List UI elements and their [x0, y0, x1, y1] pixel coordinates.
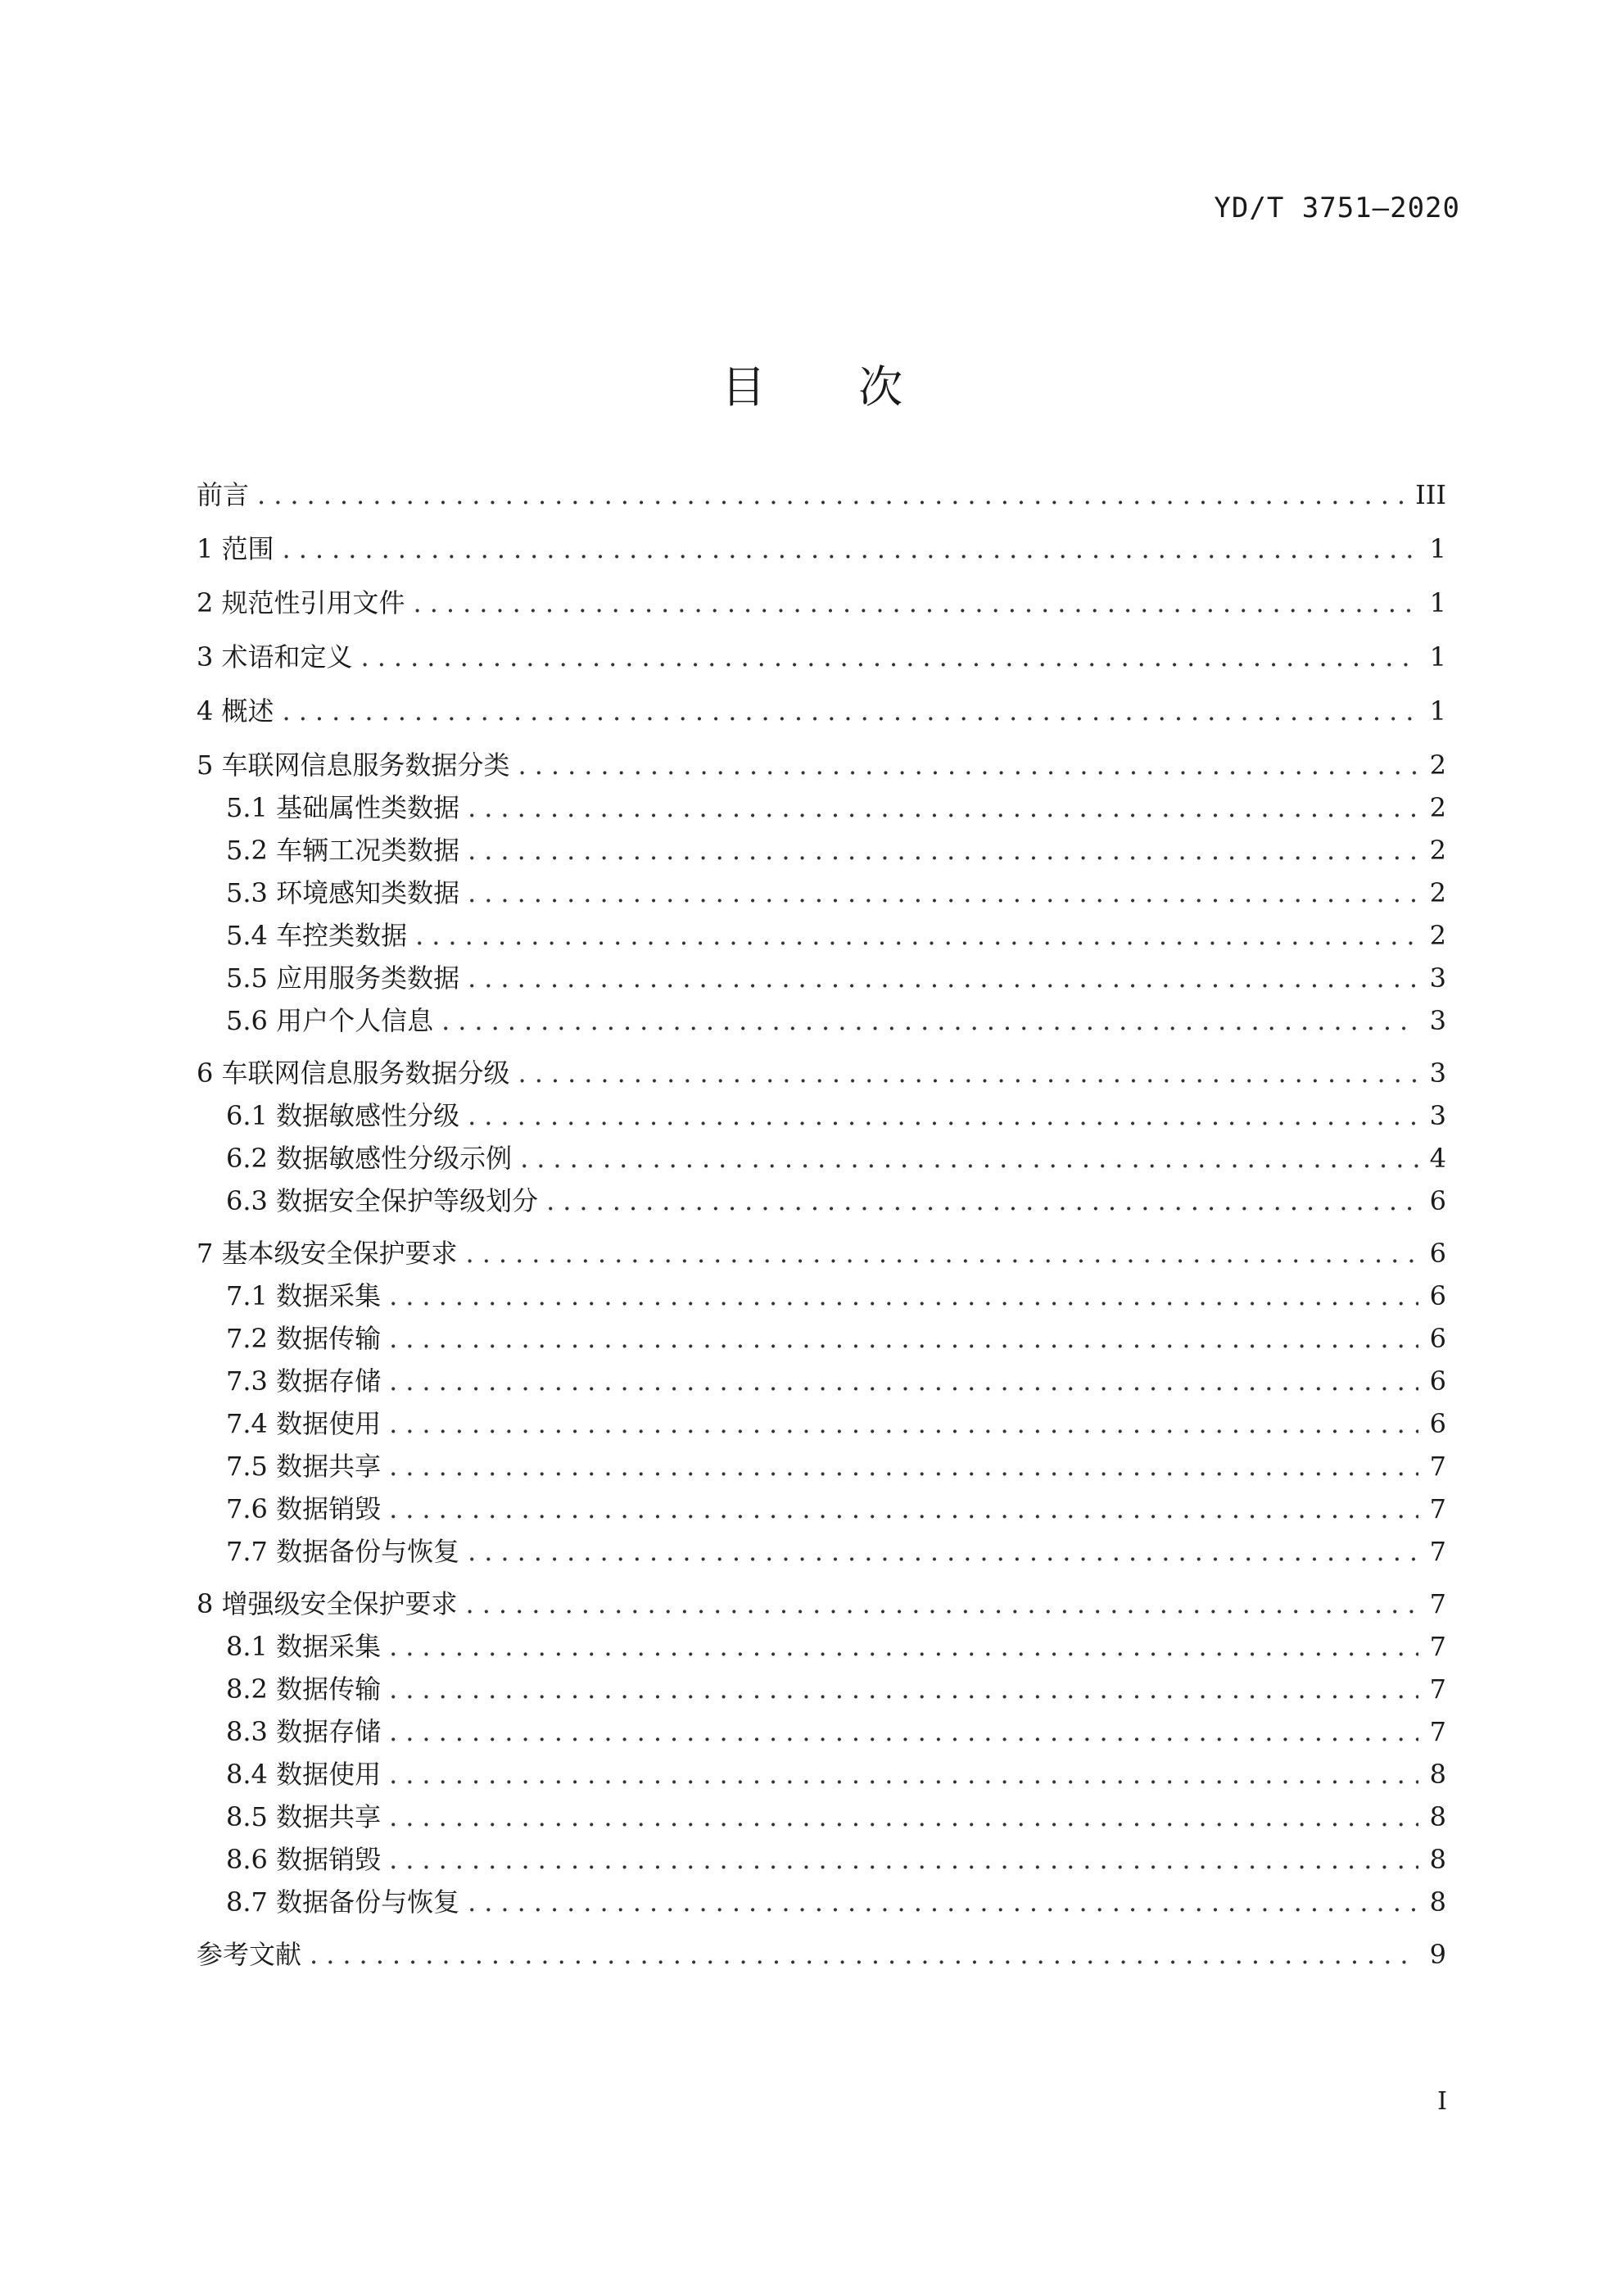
toc-leader-dots: [389, 1843, 1418, 1876]
toc-entry-page: 3: [1429, 1100, 1446, 1131]
toc-entry-page: 2: [1429, 749, 1446, 781]
toc-entry-label: 5.1 基础属性类数据: [226, 792, 460, 823]
toc-entry[interactable]: [197, 1184, 1446, 1217]
toc-leader-dots: [468, 1535, 1418, 1568]
toc-entry[interactable]: [197, 876, 1446, 909]
toc-leader-dots: [389, 1450, 1418, 1483]
toc-entry-label: 参考文献: [197, 1939, 302, 1970]
toc-entry-label: 7.2 数据传输: [226, 1323, 382, 1354]
toc-leader-dots: [520, 1142, 1418, 1175]
toc-entry-page: 7: [1429, 1716, 1446, 1747]
toc-entry-page: 8: [1429, 1886, 1446, 1918]
toc-entry[interactable]: [197, 1938, 1446, 1971]
toc-entry[interactable]: [197, 1142, 1446, 1175]
toc-leader-dots: [468, 1099, 1418, 1132]
toc-entry-page: 2: [1429, 792, 1446, 823]
toc-entry[interactable]: [197, 1673, 1446, 1705]
toc-entry[interactable]: [197, 791, 1446, 824]
toc-leader-dots: [415, 919, 1418, 952]
toc-leader-dots: [283, 532, 1418, 565]
toc-entry-label: 6.1 数据敏感性分级: [226, 1100, 460, 1131]
toc-entry-page: 1: [1429, 641, 1446, 672]
toc-entry-page: 4: [1429, 1143, 1446, 1174]
toc-entry[interactable]: [197, 1407, 1446, 1440]
toc-entry-page: 2: [1429, 877, 1446, 908]
toc-entry-label: 2 规范性引用文件: [197, 587, 405, 618]
toc-entry-page: 1: [1429, 587, 1446, 618]
toc-entry-page: 3: [1429, 1005, 1446, 1036]
toc-entry-label: 6 车联网信息服务数据分级: [197, 1057, 510, 1089]
table-of-contents: [197, 478, 1446, 1971]
toc-entry[interactable]: [197, 1237, 1446, 1270]
toc-entry[interactable]: [197, 1279, 1446, 1312]
toc-entry[interactable]: [197, 1715, 1446, 1748]
toc-entry[interactable]: [197, 1758, 1446, 1791]
toc-leader-dots: [389, 1673, 1418, 1705]
toc-entry[interactable]: [197, 586, 1446, 619]
toc-entry-label: 7 基本级安全保护要求: [197, 1238, 458, 1269]
toc-entry-page: 6: [1429, 1365, 1446, 1397]
toc-entry[interactable]: [197, 962, 1446, 994]
toc-entry-label: 7.1 数据采集: [226, 1280, 382, 1311]
toc-entry-page: 9: [1429, 1939, 1446, 1970]
toc-entry-label: 7.4 数据使用: [226, 1408, 382, 1439]
toc-entry-label: 1 范围: [197, 533, 274, 564]
toc-entry-label: 5.6 用户个人信息: [226, 1005, 434, 1036]
toc-entry[interactable]: [197, 1099, 1446, 1132]
toc-entry-label: 8.7 数据备份与恢复: [226, 1886, 460, 1918]
toc-leader-dots: [389, 1279, 1418, 1312]
toc-leader-dots: [310, 1938, 1418, 1971]
toc-leader-dots: [283, 695, 1418, 727]
toc-entry-label: 8.3 数据存储: [226, 1716, 382, 1747]
toc-entry-page: 8: [1429, 1759, 1446, 1790]
toc-entry-page: 6: [1429, 1323, 1446, 1354]
toc-entry[interactable]: [197, 641, 1446, 673]
toc-leader-dots: [468, 791, 1418, 824]
toc-leader-dots: [257, 478, 1407, 511]
toc-entry[interactable]: [197, 1630, 1446, 1663]
toc-entry[interactable]: [197, 1004, 1446, 1037]
toc-leader-dots: [468, 1886, 1418, 1918]
toc-leader-dots: [518, 1057, 1418, 1089]
toc-entry-label: 7.6 数据销毁: [226, 1493, 382, 1524]
toc-entry-page: 7: [1429, 1451, 1446, 1482]
toc-entry-page: 1: [1429, 695, 1446, 727]
toc-entry-page: 7: [1429, 1493, 1446, 1524]
toc-entry-label: 8.5 数据共享: [226, 1801, 382, 1832]
toc-entry-page: 6: [1429, 1185, 1446, 1216]
toc-entry-page: 6: [1429, 1408, 1446, 1439]
toc-entry-label: 前言: [197, 479, 250, 510]
toc-entry-label: 5.3 环境感知类数据: [226, 877, 460, 908]
toc-entry[interactable]: [197, 1587, 1446, 1620]
toc-entry-page: 2: [1429, 835, 1446, 866]
toc-entry[interactable]: [197, 1843, 1446, 1876]
toc-entry-label: 8.2 数据传输: [226, 1673, 382, 1705]
toc-entry-page: 1: [1429, 533, 1446, 564]
toc-leader-dots: [389, 1800, 1418, 1833]
document-code: YD/T 3751—2020: [1214, 192, 1460, 224]
toc-entry-label: 3 术语和定义: [197, 641, 353, 672]
toc-entry-label: 6.3 数据安全保护等级划分: [226, 1185, 539, 1216]
toc-leader-dots: [546, 1184, 1418, 1217]
toc-entry-page: 7: [1429, 1673, 1446, 1705]
toc-entry-page: 8: [1429, 1801, 1446, 1832]
toc-leader-dots: [468, 834, 1418, 867]
toc-leader-dots: [466, 1237, 1418, 1270]
toc-entry[interactable]: [197, 1322, 1446, 1355]
toc-entry-label: 8 增强级安全保护要求: [197, 1588, 458, 1619]
toc-entry-label: 8.6 数据销毁: [226, 1844, 382, 1875]
toc-entry[interactable]: [197, 1450, 1446, 1483]
toc-entry-page: 7: [1429, 1588, 1446, 1619]
page-title: 目 次: [721, 361, 943, 413]
toc-leader-dots: [389, 1322, 1418, 1355]
toc-entry[interactable]: [197, 478, 1446, 511]
toc-entry-label: 5.4 车控类数据: [226, 920, 408, 951]
toc-entry-label: 7.7 数据备份与恢复: [226, 1536, 460, 1567]
toc-leader-dots: [389, 1407, 1418, 1440]
toc-entry-label: 8.4 数据使用: [226, 1759, 382, 1790]
toc-leader-dots: [389, 1715, 1418, 1748]
toc-entry-page: 6: [1429, 1238, 1446, 1269]
toc-leader-dots: [361, 641, 1418, 673]
toc-entry-label: 5.5 应用服务类数据: [226, 962, 460, 994]
toc-entry-label: 4 概述: [197, 695, 274, 727]
toc-leader-dots: [389, 1492, 1418, 1525]
toc-entry-label: 6.2 数据敏感性分级示例: [226, 1143, 513, 1174]
toc-entry[interactable]: [197, 1886, 1446, 1918]
toc-entry[interactable]: [197, 919, 1446, 952]
toc-entry-label: 7.3 数据存储: [226, 1365, 382, 1397]
toc-entry-page: 7: [1429, 1536, 1446, 1567]
toc-entry[interactable]: [197, 834, 1446, 867]
page-number: I: [1437, 2087, 1447, 2116]
toc-entry[interactable]: [197, 749, 1446, 781]
toc-leader-dots: [466, 1587, 1418, 1620]
toc-entry[interactable]: [197, 1492, 1446, 1525]
toc-leader-dots: [389, 1758, 1418, 1791]
toc-entry-label: 5.2 车辆工况类数据: [226, 835, 460, 866]
toc-entry[interactable]: [197, 695, 1446, 727]
toc-entry[interactable]: [197, 532, 1446, 565]
toc-entry-page: 8: [1429, 1844, 1446, 1875]
toc-entry-label: 5 车联网信息服务数据分类: [197, 749, 510, 781]
toc-entry-label: 7.5 数据共享: [226, 1451, 382, 1482]
toc-entry-page: 3: [1429, 1057, 1446, 1089]
toc-leader-dots: [468, 962, 1418, 994]
toc-entry-page: 6: [1429, 1280, 1446, 1311]
toc-entry[interactable]: [197, 1535, 1446, 1568]
toc-entry-label: 8.1 数据采集: [226, 1631, 382, 1662]
toc-leader-dots: [389, 1365, 1418, 1397]
toc-leader-dots: [518, 749, 1418, 781]
toc-leader-dots: [441, 1004, 1418, 1037]
toc-entry[interactable]: [197, 1365, 1446, 1397]
toc-leader-dots: [414, 586, 1418, 619]
toc-leader-dots: [468, 876, 1418, 909]
toc-entry-page: 2: [1429, 920, 1446, 951]
toc-entry[interactable]: [197, 1057, 1446, 1089]
toc-leader-dots: [389, 1630, 1418, 1663]
toc-entry-page: III: [1415, 479, 1446, 510]
toc-entry[interactable]: [197, 1800, 1446, 1833]
toc-entry-page: 7: [1429, 1631, 1446, 1662]
toc-entry-page: 3: [1429, 962, 1446, 994]
